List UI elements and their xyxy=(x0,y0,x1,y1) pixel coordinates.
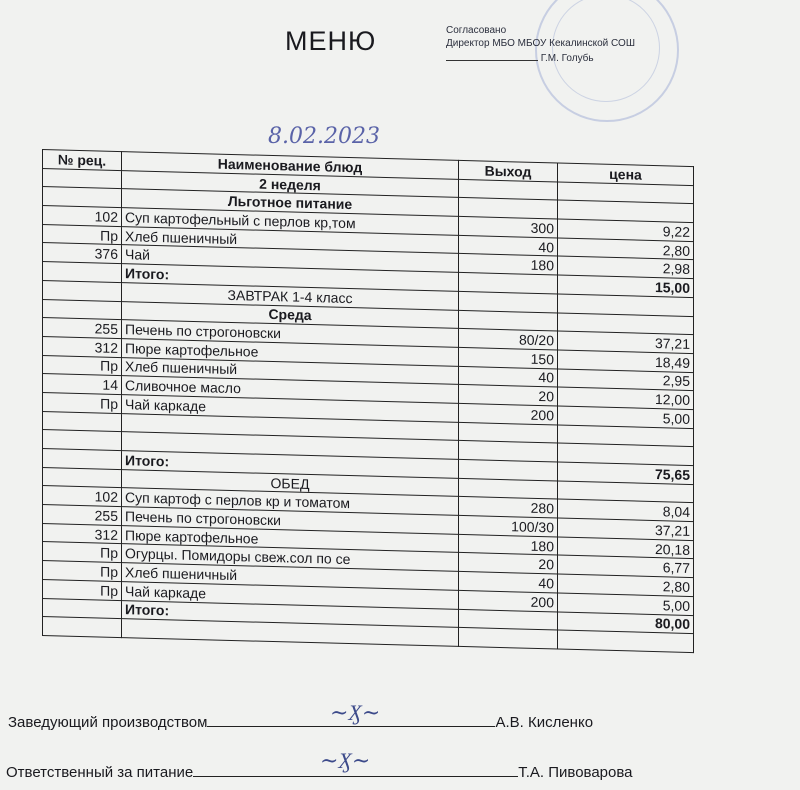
portion-cell: 20 xyxy=(459,385,558,406)
price-cell: 8,04 xyxy=(558,499,694,521)
price-cell: 20,18 xyxy=(558,537,694,559)
portion-cell: 40 xyxy=(459,572,558,593)
production-manager-line xyxy=(8,712,593,731)
price-cell: 80,00 xyxy=(558,611,694,633)
price-cell: 37,21 xyxy=(558,518,694,540)
recipe-number-cell: 312 xyxy=(43,336,122,357)
portion-cell: 200 xyxy=(459,403,558,424)
portion-cell: 180 xyxy=(459,534,558,555)
price-cell: 5,00 xyxy=(558,406,694,428)
approval-line-2: Директор МБО МБОУ Кекалинской СОШ xyxy=(446,38,635,49)
dish-name-cell: Печень по строгоновски xyxy=(122,320,459,348)
production-manager-name: А.В. Кисленко xyxy=(495,714,594,731)
price-cell: 9,22 xyxy=(558,219,694,241)
production-manager-label: Заведующий производством xyxy=(8,714,208,731)
menu-table xyxy=(42,149,694,653)
approval-line-1: Согласовано xyxy=(446,25,507,36)
header-dish-name: Наименование блюд xyxy=(122,152,459,180)
handwritten-signature-2: ~Ӽ~ xyxy=(320,749,371,774)
price-cell: 12,00 xyxy=(558,387,694,409)
dish-name-cell: Суп картоф с перлов кр и томатом xyxy=(122,488,459,516)
price-cell: 2,95 xyxy=(558,369,694,391)
recipe-number-cell xyxy=(43,598,122,619)
portion-cell: 200 xyxy=(459,590,558,611)
handwritten-date: 8.02.2023 xyxy=(268,124,380,149)
price-cell: 2,80 xyxy=(558,574,694,596)
portion-cell xyxy=(459,628,558,649)
portion-cell: 20 xyxy=(459,553,558,574)
recipe-number-cell: 312 xyxy=(43,523,122,544)
dish-name-cell: Льготное питание xyxy=(122,189,459,217)
dish-name-cell: 2 неделя xyxy=(122,170,459,198)
dish-name-cell: Печень по строгоновски xyxy=(122,507,459,535)
recipe-number-cell: Пр xyxy=(43,561,122,582)
recipe-number-cell: Пр xyxy=(43,542,122,563)
portion-cell: 280 xyxy=(459,497,558,518)
dish-name-cell: Пюре картофельное xyxy=(122,525,459,553)
handwritten-signature-1: ~Ӽ~ xyxy=(330,701,381,726)
recipe-number-cell xyxy=(43,430,122,451)
price-cell: 37,21 xyxy=(558,331,694,353)
dish-name-cell: Хлеб пшеничный xyxy=(122,563,459,591)
recipe-number-cell: 376 xyxy=(43,243,122,264)
recipe-number-cell xyxy=(43,299,122,320)
price-cell xyxy=(558,630,694,652)
dish-name-cell: ОБЕД xyxy=(122,469,459,497)
price-cell: 5,00 xyxy=(558,593,694,615)
recipe-number-cell xyxy=(43,280,122,301)
header-recipe-number: № рец. xyxy=(43,150,122,171)
dish-name-cell: Суп картофельный с перлов кр,том xyxy=(122,208,459,236)
price-cell: 18,49 xyxy=(558,350,694,372)
recipe-number-cell: 14 xyxy=(43,374,122,395)
recipe-number-cell: Пр xyxy=(43,224,122,245)
page-title: МЕНЮ xyxy=(285,26,377,56)
dish-name-cell: Сливочное масло xyxy=(122,376,459,404)
recipe-number-cell xyxy=(43,411,122,432)
recipe-number-cell xyxy=(43,617,122,638)
dish-name-cell: Чай xyxy=(122,245,459,273)
price-cell: 2,98 xyxy=(558,256,694,278)
portion-cell: 40 xyxy=(459,366,558,387)
recipe-number-cell xyxy=(43,262,122,283)
dish-name-cell: Хлеб пшеничный xyxy=(122,357,459,385)
approval-block xyxy=(446,24,635,65)
recipe-number-cell: Пр xyxy=(43,579,122,600)
director-signature-line xyxy=(446,50,538,61)
portion-cell: 100/30 xyxy=(459,515,558,536)
header-portion: Выход xyxy=(459,160,558,181)
recipe-number-cell xyxy=(43,449,122,470)
dish-name-cell: Итого: xyxy=(122,600,459,628)
director-name: Г.М. Голубь xyxy=(540,53,594,64)
dish-name-cell: Итого: xyxy=(122,451,459,479)
recipe-number-cell: Пр xyxy=(43,392,122,413)
header-price: цена xyxy=(558,163,694,185)
recipe-number-cell: 255 xyxy=(43,318,122,339)
recipe-number-cell xyxy=(43,168,122,189)
price-cell: 6,77 xyxy=(558,555,694,577)
dish-name-cell: Чай каркаде xyxy=(122,581,459,609)
responsible-person-label: Ответственный за питание xyxy=(6,764,194,781)
recipe-number-cell: Пр xyxy=(43,355,122,376)
dish-name-cell: Пюре картофельное xyxy=(122,338,459,366)
portion-cell: 180 xyxy=(459,254,558,275)
dish-name-cell: Чай каркаде xyxy=(122,395,459,423)
responsible-person-name: Т.А. Пивоварова xyxy=(518,764,633,781)
recipe-number-cell: 102 xyxy=(43,486,122,507)
dish-name-cell: Хлеб пшеничный xyxy=(122,226,459,254)
approval-line-3 xyxy=(446,50,635,65)
dish-name-cell: Огурцы. Помидоры свеж.сол по се xyxy=(122,544,459,572)
portion-cell: 40 xyxy=(459,235,558,256)
recipe-number-cell xyxy=(43,467,122,488)
dish-name-cell: Итого: xyxy=(122,264,459,292)
price-cell: 75,65 xyxy=(558,462,694,484)
recipe-number-cell: 102 xyxy=(43,206,122,227)
recipe-number-cell xyxy=(43,187,122,208)
price-cell: 15,00 xyxy=(558,275,694,297)
price-cell: 2,80 xyxy=(558,238,694,260)
dish-name-cell: ЗАВТРАК 1-4 класс xyxy=(122,282,459,310)
recipe-number-cell: 255 xyxy=(43,505,122,526)
portion-cell: 80/20 xyxy=(459,329,558,350)
dish-name-cell: Среда xyxy=(122,301,459,329)
portion-cell: 150 xyxy=(459,347,558,368)
portion-cell: 300 xyxy=(459,216,558,237)
